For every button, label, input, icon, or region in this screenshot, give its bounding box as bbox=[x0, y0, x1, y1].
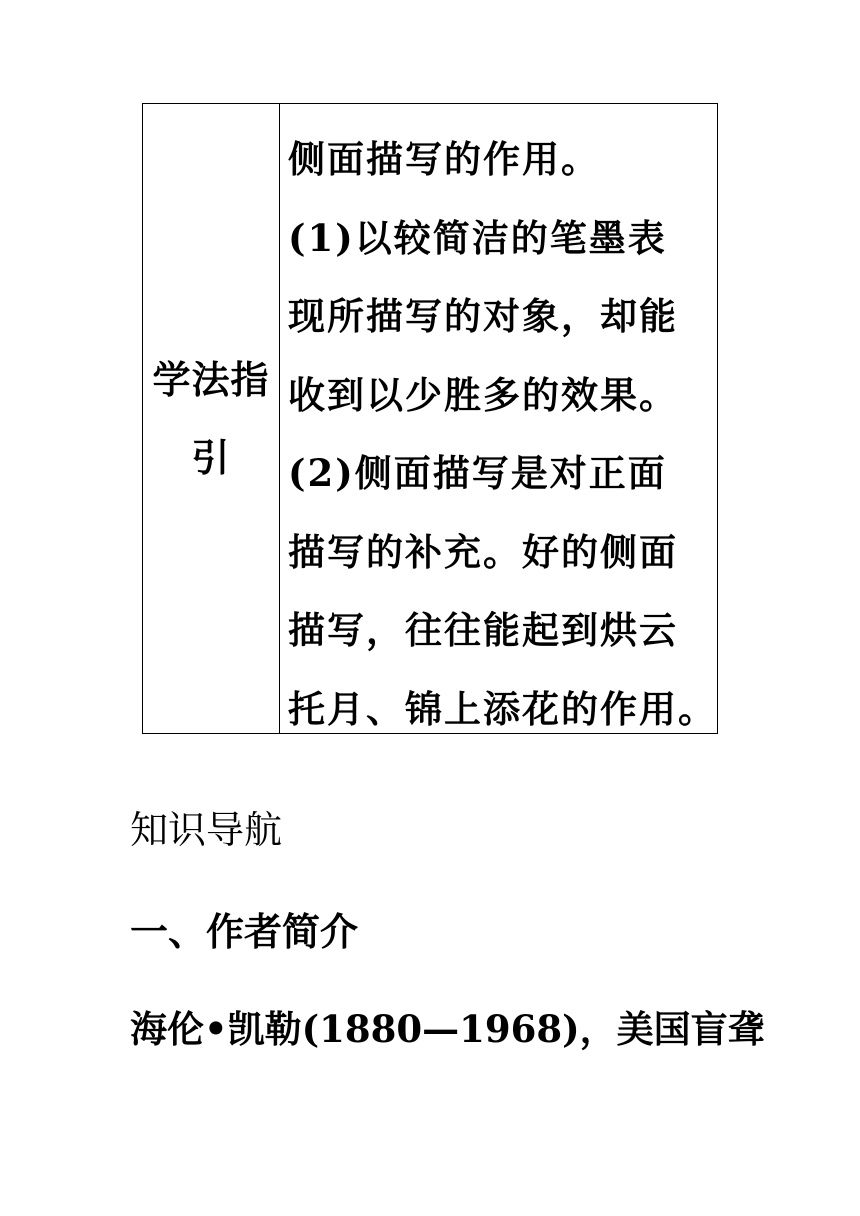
table-content-line: 描写的补充。好的侧面 bbox=[288, 529, 678, 574]
table-content-line: (1)以较简洁的笔墨表 bbox=[288, 215, 667, 260]
table-content-line: 侧面描写的作用。 bbox=[288, 137, 600, 181]
table-content-line: 收到以少胜多的效果。 bbox=[288, 372, 678, 417]
table-label: 学法指引 bbox=[152, 357, 270, 480]
table-content-line: 描写，往往能起到烘云 bbox=[288, 608, 678, 652]
table-label-cell bbox=[143, 104, 280, 733]
body-paragraph: 海伦•凯勒(1880—1968)，美国盲聋 bbox=[130, 1007, 765, 1051]
table-content-line: (2)侧面描写是对正面 bbox=[288, 451, 667, 495]
table-content-line: 托月、锦上添花的作用。 bbox=[288, 686, 717, 731]
table-content-line: 现所描写的对象，却能 bbox=[288, 294, 678, 338]
section-heading: 一、作者简介 bbox=[130, 910, 359, 954]
study-method-table bbox=[142, 103, 718, 734]
nav-title: 知识导航 bbox=[130, 808, 283, 852]
table-content-cell bbox=[280, 104, 717, 733]
